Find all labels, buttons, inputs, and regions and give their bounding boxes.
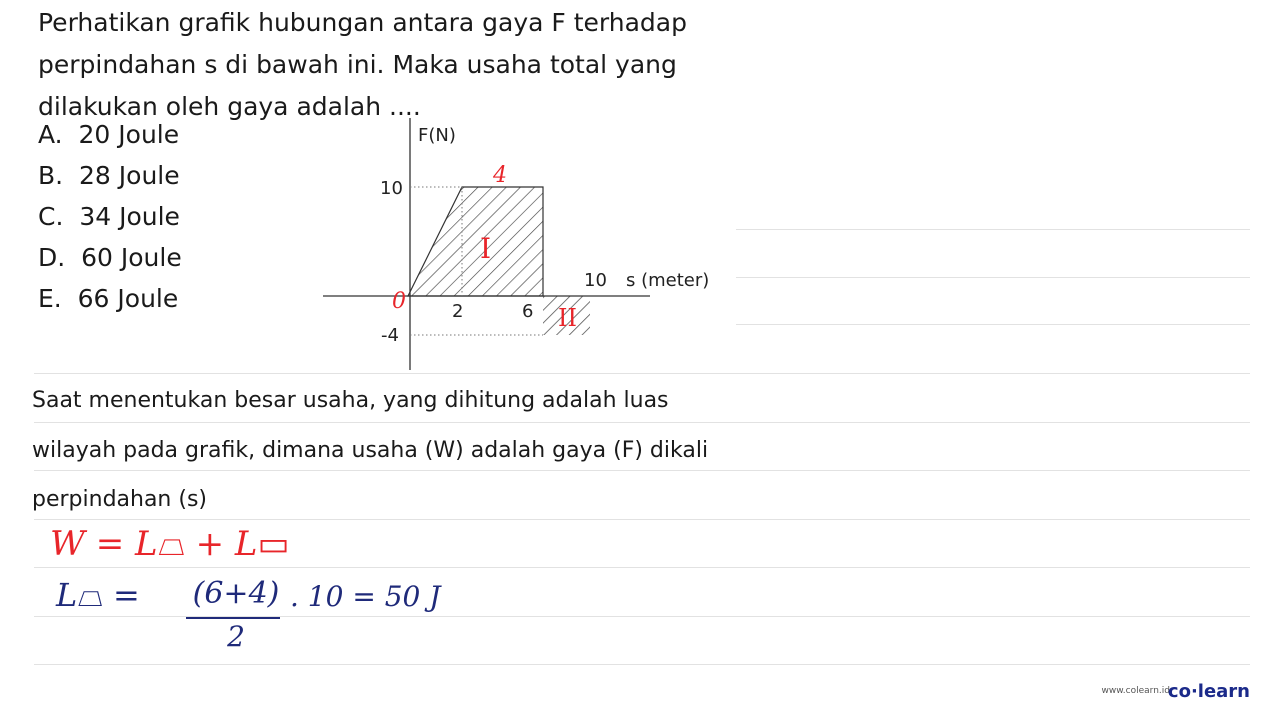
y-tick-10: 10	[380, 178, 403, 199]
handwritten-trapezoid-area: L⏢ =	[56, 576, 140, 614]
region-2-label: II	[558, 304, 577, 332]
handwritten-formula-work: W = L⏢ + L▭	[50, 524, 290, 564]
origin-annotation: 0	[392, 289, 406, 314]
fraction-bar	[186, 617, 280, 619]
x-tick-10: 10	[584, 270, 607, 291]
fraction-denominator: 2	[227, 620, 245, 653]
region-1-area	[408, 187, 543, 296]
region-1-label: I	[480, 232, 492, 265]
ruled-line	[34, 567, 1250, 568]
explanation-line-3: perpindahan (s)	[32, 487, 208, 512]
option-b[interactable]: B. 28 Joule	[38, 161, 180, 190]
x-axis-label: s (meter)	[626, 270, 710, 291]
option-a[interactable]: A. 20 Joule	[38, 120, 180, 149]
ruled-line	[34, 470, 1250, 471]
option-e[interactable]: E. 66 Joule	[38, 284, 179, 313]
ruled-line	[34, 519, 1250, 520]
ruled-line	[34, 373, 1250, 374]
explanation-line-2: wilayah pada grafik, dimana usaha (W) adalah gaya (F) dikali	[32, 438, 709, 463]
ruled-line	[34, 664, 1250, 665]
ruled-line	[34, 422, 1250, 423]
ruled-line	[736, 277, 1250, 278]
colearn-logo: co·learn	[1167, 681, 1250, 702]
explanation-line-1: Saat menentukan besar usaha, yang dihitung adalah luas	[32, 388, 669, 413]
y-axis-label: F(N)	[418, 125, 456, 146]
x-tick-6: 6	[522, 301, 534, 322]
fraction-numerator: (6+4)	[192, 576, 280, 611]
option-d[interactable]: D. 60 Joule	[38, 243, 182, 272]
y-tick-minus4: -4	[381, 325, 399, 346]
question-line: perpindahan s di bawah ini. Maka usaha total yang	[38, 50, 677, 79]
ruled-line	[736, 324, 1250, 325]
question-line: Perhatikan grafik hubungan antara gaya F terhadap	[38, 8, 687, 37]
option-c[interactable]: C. 34 Joule	[38, 202, 180, 231]
top-side-annotation: 4	[493, 163, 507, 188]
ruled-line	[736, 229, 1250, 230]
x-tick-2: 2	[452, 301, 464, 322]
question-line: dilakukan oleh gaya adalah ....	[38, 92, 421, 121]
footer-url[interactable]: www.colearn.id	[1101, 686, 1170, 696]
handwritten-result: . 10 = 50 J	[290, 580, 441, 613]
